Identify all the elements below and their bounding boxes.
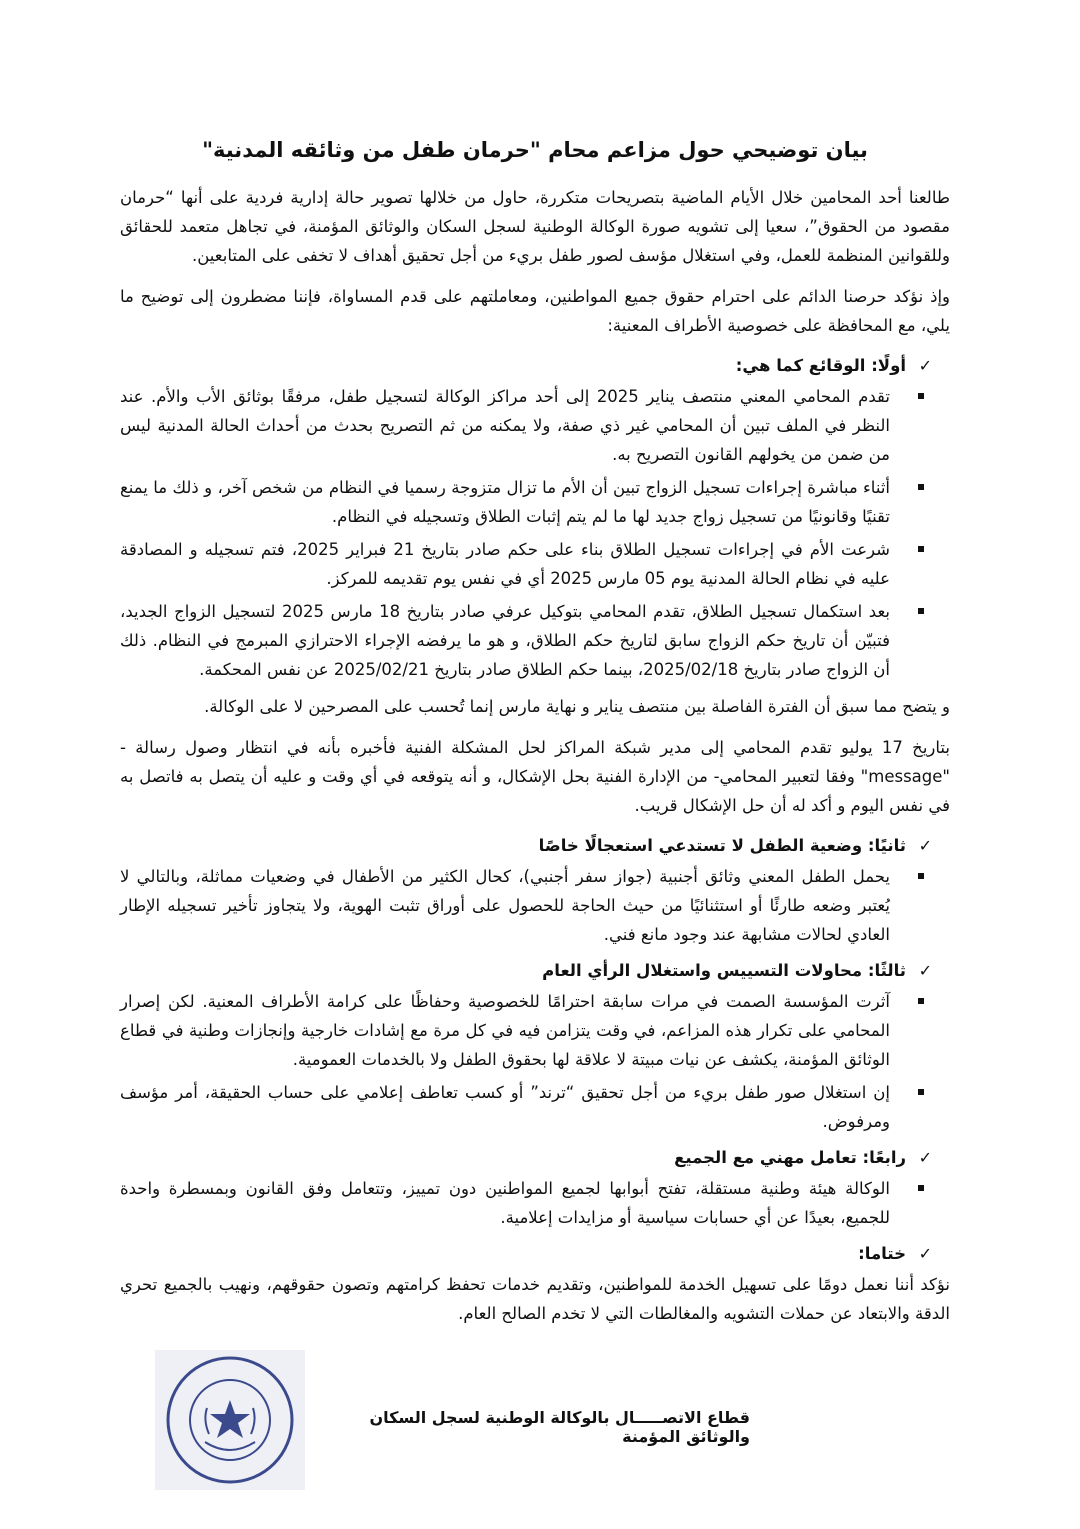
check-mark-icon: ✓	[918, 1148, 932, 1167]
signature-line: قطاع الاتصـــــال بالوكالة الوطنية لسجل السكان والوثائق المؤمنة	[369, 1408, 750, 1446]
check-mark-icon: ✓	[918, 961, 932, 980]
list-item-text: أثناء مباشرة إجراءات تسجيل الزواج تبين أن الأم ما تزال متزوجة رسميا في النظام من شخص آخر، و ذلك ما يمنع تقنيًا وقانونيًا من تسجيل زواج جديد لها ما لم يتم إثبات الطلاق وتسجيله في النظام.	[120, 478, 890, 526]
section-heading	[120, 832, 950, 860]
section-heading-text: ثالثًا: محاولات التسييس واستغلال الرأي العام	[542, 961, 906, 980]
list-item-text: تقدم المحامي المعني منتصف يناير 2025 إلى أحد مراكز الوكالة لتسجيل طفل، مرفقًا بوثائق الأب والأم. عند النظر في الملف تبين أن المحامي غير ذي صفة، ولا يمكنه من ثم التصريح بحدث من أحداث الحالة المدنية ليس من ضمن من يخولهم القانون التصريح به.	[120, 387, 890, 464]
list-item	[120, 1078, 890, 1136]
list-item	[120, 987, 890, 1074]
square-bullet-icon	[918, 546, 924, 552]
square-bullet-icon	[918, 393, 924, 399]
square-bullet-icon	[918, 998, 924, 1004]
list-item	[120, 862, 890, 949]
bullet-list	[120, 987, 950, 1136]
section-heading	[120, 957, 950, 985]
check-mark-icon: ✓	[918, 836, 932, 855]
bullet-list	[120, 1174, 950, 1232]
square-bullet-icon	[918, 484, 924, 490]
check-mark-icon: ✓	[918, 1244, 932, 1263]
list-item	[120, 382, 890, 469]
list-item-text: الوكالة هيئة وطنية مستقلة، تفتح أبوابها لجميع المواطنين دون تمييز، وتتعامل وفق القانون وبمسطرة واحدة للجميع، بعيدًا عن أي حسابات سياسية أو مزايدات إعلامية.	[120, 1179, 890, 1227]
section-heading-text: أولًا: الوقائع كما هي:	[735, 356, 906, 375]
body-paragraph: و يتضح مما سبق أن الفترة الفاصلة بين منتصف يناير و نهاية مارس إنما تُحسب على المصرحين لا على الوكالة.	[204, 697, 950, 716]
bullet-list	[120, 382, 950, 684]
square-bullet-icon	[918, 1089, 924, 1095]
list-item-text: بعد استكمال تسجيل الطلاق، تقدم المحامي بتوكيل عرفي صادر بتاريخ 18 مارس 2025 لتسجيل الزواج الجديد، فتبيّن أن تاريخ حكم الزواج سابق لتاريخ حكم الطلاق، و هو ما يرفضه الإجراء الاحترازي المبرمج في النظام. ذلك أن الزواج صادر بتاريخ 2025/02/18، بينما حكم الطلاق صادر بتاريخ 2025/02/21 عن نفس المحكمة.	[120, 602, 890, 679]
bullet-list	[120, 862, 950, 949]
section-heading	[120, 1144, 950, 1172]
body-paragraph: بتاريخ 17 يوليو تقدم المحامي إلى مدير شبكة المراكز لحل المشكلة الفنية فأخبره بأنه في انتظار وصول رسالة - "message" وفقا لتعبير المحامي- من الإدارة الفنية بحل الإشكال، و أنه يتوقعه في أي وقت و عليه أن يتصل به فاتصل به في نفس اليوم و أكد له أن حل الإشكال قريب.	[120, 738, 950, 815]
list-item	[120, 1174, 890, 1232]
body-paragraph: نؤكد أننا نعمل دومًا على تسهيل الخدمة للمواطنين، وتقديم خدمات تحفظ كرامتهم وتصون حقوقهم، ونهيب بالجميع تحري الدقة والابتعاد عن حملات التشويه والمغالطات التي لا تخدم الصالح العام.	[120, 1275, 950, 1323]
square-bullet-icon	[918, 1185, 924, 1191]
intro-block	[120, 183, 950, 340]
sections-block	[120, 352, 950, 1328]
square-bullet-icon	[918, 873, 924, 879]
list-item	[120, 597, 890, 684]
section-heading-text: ختاما:	[858, 1244, 906, 1263]
document-title: بيان توضيحي حول مزاعم محام "حرمان طفل من وثائقه المدنية"	[202, 138, 868, 162]
check-mark-icon: ✓	[918, 356, 932, 375]
list-item-text: شرعت الأم في إجراءات تسجيل الطلاق بناء على حكم صادر بتاريخ 21 فبراير 2025، فتم تسجيله و المصادقة عليه في نظام الحالة المدنية يوم 05 مارس 2025 أي في نفس يوم تقديمه للمركز.	[120, 540, 890, 588]
intro-paragraph: وإذ نؤكد حرصنا الدائم على احترام حقوق جميع المواطنين، ومعاملتهم على قدم المساواة، فإننا مضطرون إلى توضيح ما يلي، مع المحافظة على خصوصية الأطراف المعنية:	[120, 287, 950, 335]
list-item-text: يحمل الطفل المعني وثائق أجنبية (جواز سفر أجنبي)، كحال الكثير من الأطفال في وضعيات مماثلة، وبالتالي لا يُعتبر وضعه طارئًا أو استثنائيًا من حيث الحاجة للحصول على أوراق تثبت الهوية، ولا يتجاوز تأخير تسجيله الإطار العادي لحالات مشابهة عند وجود مانع فني.	[120, 867, 890, 944]
official-seal-icon	[155, 1350, 305, 1490]
section-heading	[120, 1240, 950, 1268]
intro-paragraph: طالعنا أحد المحامين خلال الأيام الماضية بتصريحات متكررة، حاول من خلالها تصوير حالة إدارية فردية على أنها “حرمان مقصود من الحقوق”، سعيا إلى تشويه صورة الوكالة الوطنية لسجل السكان والوثائق المؤمنة، في تجاهل متعمد للحقائق وللقوانين المنظمة للعمل، وفي استغلال مؤسف لصور طفل بريء من أجل تحقيق أهداف لا تخفى على المتابعين.	[120, 188, 950, 265]
list-item-text: آثرت المؤسسة الصمت في مرات سابقة احترامًا للخصوصية وحفاظًا على كرامة الأطراف المعنية. لكن إصرار المحامي على تكرار هذه المزاعم، في وقت يتزامن فيه في كل مرة مع إشادات خارجية وإنجازات وطنية في قطاع الوثائق المؤمنة، يكشف عن نيات مبيتة لا علاقة لها بحقوق الطفل ولا بالخدمات العمومية.	[120, 992, 890, 1069]
section-heading-text: ثانيًا: وضعية الطفل لا تستدعي استعجالًا خاصًا	[538, 836, 906, 855]
list-item-text: إن استغلال صور طفل بريء من أجل تحقيق “ترند” أو كسب تعاطف إعلامي على حساب الحقيقة، أمر مؤسف ومرفوض.	[120, 1083, 890, 1131]
list-item	[120, 473, 890, 531]
section-heading-text: رابعًا: تعامل مهني مع الجميع	[674, 1148, 906, 1167]
square-bullet-icon	[918, 608, 924, 614]
section-heading	[120, 352, 950, 380]
list-item	[120, 535, 890, 593]
